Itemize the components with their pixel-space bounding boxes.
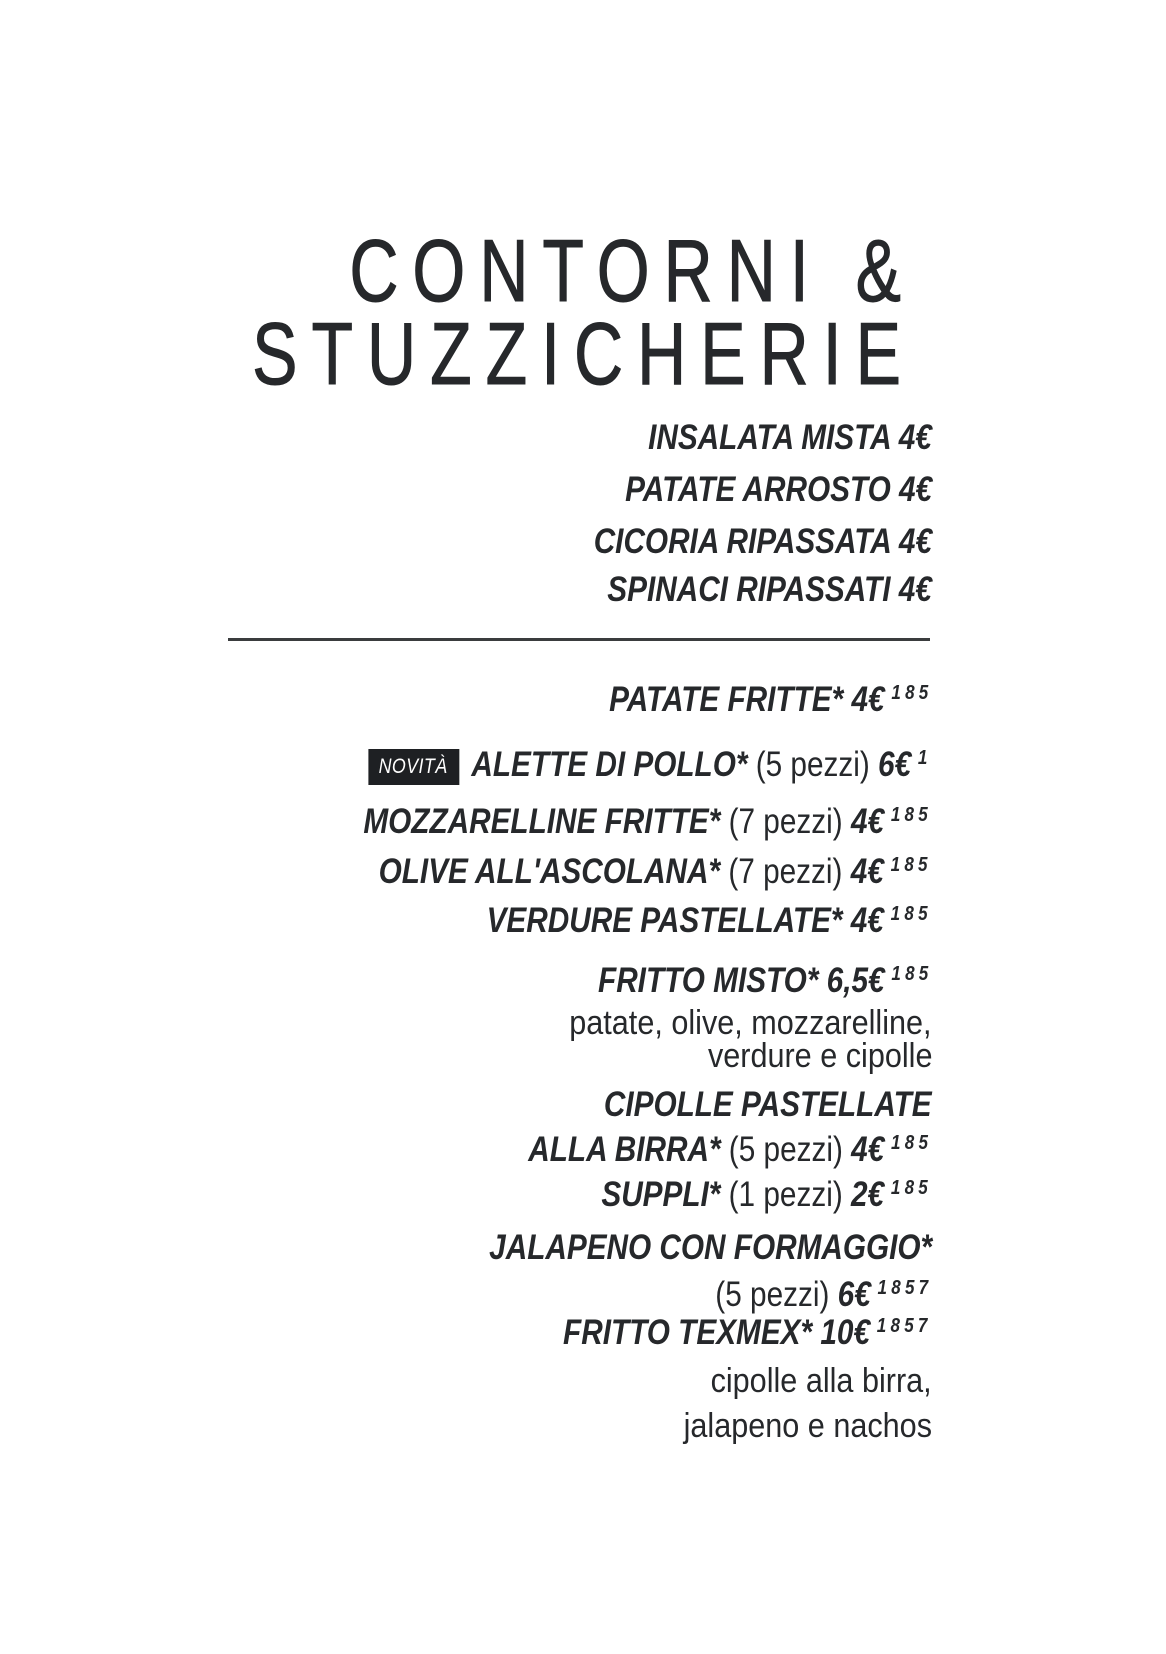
menu-item-line	[539, 961, 933, 1006]
item-price: 4€	[850, 852, 885, 891]
item-qty: (5 pezzi)	[756, 745, 879, 784]
item-footnote: 1857	[877, 1277, 932, 1299]
item-footnote: 185	[890, 682, 932, 704]
item-price: 4€	[898, 522, 932, 561]
item-price: 6€	[878, 745, 912, 784]
menu-item-description	[683, 1036, 932, 1076]
item-qty: (7 pezzi)	[728, 802, 851, 841]
menu-item-line	[571, 472, 932, 508]
menu-item-line	[546, 1085, 932, 1125]
page-title-line-1	[349, 221, 915, 321]
item-name: SPINACI RIPASSATI	[607, 570, 899, 609]
menu-item-description	[656, 1406, 932, 1446]
menu-item-line	[411, 1228, 932, 1268]
item-name: SUPPLI*	[601, 1175, 729, 1214]
item-footnote: 185	[890, 1177, 932, 1199]
page-title-line-2	[252, 304, 915, 404]
item-name: PATATE FRITTE*	[608, 680, 851, 719]
item-name: INSALATA MISTA	[648, 418, 899, 457]
menu-item-line	[598, 420, 932, 456]
item-price: 4€	[850, 680, 885, 719]
page-title-text-2: STUZZICHERIE	[252, 304, 915, 404]
menu-item-line	[534, 524, 932, 560]
item-price: 4€	[898, 570, 932, 609]
item-name: VERDURE PASTELLATE*	[486, 901, 851, 940]
item-name: ALETTE DI POLLO*	[471, 745, 757, 784]
item-footnote: 185	[890, 854, 932, 876]
item-price: 10€	[820, 1313, 871, 1352]
item-description-text: verdure e cipolle	[707, 1037, 932, 1075]
item-qty: (5 pezzi)	[714, 1275, 838, 1314]
item-description-text: patate, olive, mozzarelline,	[569, 1004, 932, 1042]
menu-item-line	[269, 745, 932, 790]
menu-item-line	[552, 680, 932, 725]
item-description-text: cipolle alla birra,	[710, 1362, 932, 1400]
page-title-text-1: CONTORNI &	[349, 221, 915, 321]
menu-item-line	[263, 802, 932, 847]
item-footnote: 185	[890, 1132, 932, 1154]
menu-item-line	[550, 572, 932, 608]
item-qty: (5 pezzi)	[728, 1130, 851, 1169]
item-description-text: jalapeno e nachos	[683, 1407, 932, 1445]
item-name: MOZZARELLINE FRITTE*	[363, 802, 729, 841]
item-price: 4€	[850, 1130, 885, 1169]
item-price: 4€	[850, 901, 885, 940]
menu-item-line	[457, 1130, 932, 1175]
item-price: 2€	[850, 1175, 885, 1214]
item-footnote: 185	[890, 963, 932, 985]
item-name: OLIVE ALL'ASCOLANA*	[378, 852, 729, 891]
menu-item-line	[281, 852, 932, 897]
item-name: ALLA BIRRA*	[528, 1130, 729, 1169]
item-qty: (7 pezzi)	[728, 852, 851, 891]
menu-item-line	[408, 901, 932, 946]
menu-item-line	[498, 1313, 932, 1358]
item-name: PATATE ARROSTO	[625, 470, 899, 509]
menu-item-line	[543, 1175, 932, 1220]
item-footnote: 185	[890, 903, 932, 925]
item-price: 4€	[898, 470, 932, 509]
item-name: FRITTO MISTO*	[597, 961, 827, 1000]
item-name: CIPOLLE PASTELLATE	[604, 1085, 932, 1124]
item-price: 4€	[898, 418, 932, 457]
section-divider	[228, 638, 930, 641]
item-name: CICORIA RIPASSATA	[593, 522, 899, 561]
item-qty: (1 pezzi)	[728, 1175, 851, 1214]
item-price: 6€	[837, 1275, 871, 1314]
item-price: 6,5€	[826, 961, 885, 1000]
item-name: JALAPENO CON FORMAGGIO*	[489, 1228, 932, 1267]
novita-badge: NOVITÀ	[369, 749, 460, 785]
menu-item-description	[686, 1361, 932, 1401]
item-footnote: 1857	[877, 1315, 932, 1337]
item-footnote: 185	[890, 804, 932, 826]
item-price: 4€	[850, 802, 885, 841]
item-footnote: 1	[918, 747, 932, 769]
item-name: FRITTO TEXMEX*	[563, 1313, 821, 1352]
